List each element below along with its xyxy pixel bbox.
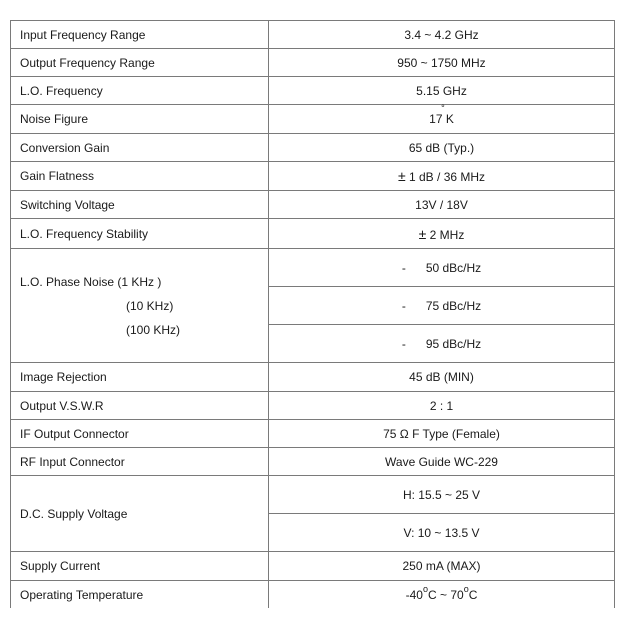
table-row <box>11 134 615 162</box>
row-label: Gain Flatness <box>11 162 269 191</box>
phase-noise-value-100khz: - 95 dBc/Hz <box>269 325 615 363</box>
table-row <box>11 392 615 420</box>
table-row <box>11 363 615 392</box>
operating-temp-value: -40$^o$C ~ 70$^o$C <box>269 581 615 609</box>
phase-noise-label-10khz: (10 KHz) <box>126 298 174 313</box>
row-value: 950 ~ 1750 MHz <box>269 49 615 77</box>
noise-figure-value: 17 K ° <box>429 103 454 126</box>
row-label: Switching Voltage <box>11 191 269 219</box>
row-label: Output V.S.W.R <box>11 392 269 420</box>
dc-supply-label: D.C. Supply Voltage <box>11 476 269 552</box>
degree-mark: o <box>463 583 469 594</box>
phase-noise-label <box>11 249 269 363</box>
dc-supply-value-h: H: 15.5 ~ 25 V <box>269 476 615 514</box>
row-value: ± 1 dB / 36 MHz <box>269 162 615 191</box>
row-value: 3.4 ~ 4.2 GHz <box>269 21 615 49</box>
row-label: Output Frequency Range <box>11 49 269 77</box>
phase-noise-label-1khz: L.O. Phase Noise (1 KHz ) <box>20 274 162 289</box>
phase-noise-value-1khz: - 50 dBc/Hz <box>269 249 615 287</box>
row-label: RF Input Connector <box>11 448 269 476</box>
row-label: Input Frequency Range <box>11 21 269 49</box>
plus-minus-sign: ± <box>397 168 406 184</box>
table-row <box>11 448 615 476</box>
table-row-dc-supply <box>11 476 615 514</box>
row-value: 250 mA (MAX) <box>269 552 615 581</box>
plus-minus-sign: ± <box>418 225 427 242</box>
row-value: 45 dB (MIN) <box>269 363 615 392</box>
row-value: 75 Ω F Type (Female) <box>269 420 615 448</box>
row-label: L.O. Frequency Stability <box>11 219 269 249</box>
row-value: 2 : 1 <box>269 392 615 420</box>
row-label: IF Output Connector <box>11 420 269 448</box>
table-row <box>11 77 615 105</box>
dc-supply-value-v: V: 10 ~ 13.5 V <box>269 514 615 552</box>
table-row <box>11 162 615 191</box>
row-value: 5.15 GHz <box>269 77 615 105</box>
degree-mark: o <box>422 583 428 594</box>
phase-noise-label-100khz: (100 KHz) <box>126 322 181 337</box>
table-row <box>11 105 615 134</box>
table-row <box>11 49 615 77</box>
table-row <box>11 552 615 581</box>
table-row-phase-noise <box>11 249 615 287</box>
table-row <box>11 21 615 49</box>
table-row <box>11 581 615 609</box>
row-label: L.O. Frequency <box>11 77 269 105</box>
phase-noise-value-10khz: - 75 dBc/Hz <box>269 287 615 325</box>
row-label: Noise Figure <box>11 105 269 134</box>
row-label: Operating Temperature <box>11 581 269 609</box>
row-value: 65 dB (Typ.) <box>269 134 615 162</box>
table-row <box>11 420 615 448</box>
table-row <box>11 219 615 249</box>
table-row <box>11 191 615 219</box>
row-value: Wave Guide WC-229 <box>269 448 615 476</box>
degree-mark: ° <box>441 103 445 113</box>
spec-table <box>10 20 615 608</box>
row-value <box>269 105 615 134</box>
row-label: Image Rejection <box>11 363 269 392</box>
row-label: Conversion Gain <box>11 134 269 162</box>
row-value: ± 2 MHz <box>269 219 615 249</box>
row-value: 13V / 18V <box>269 191 615 219</box>
row-label: Supply Current <box>11 552 269 581</box>
